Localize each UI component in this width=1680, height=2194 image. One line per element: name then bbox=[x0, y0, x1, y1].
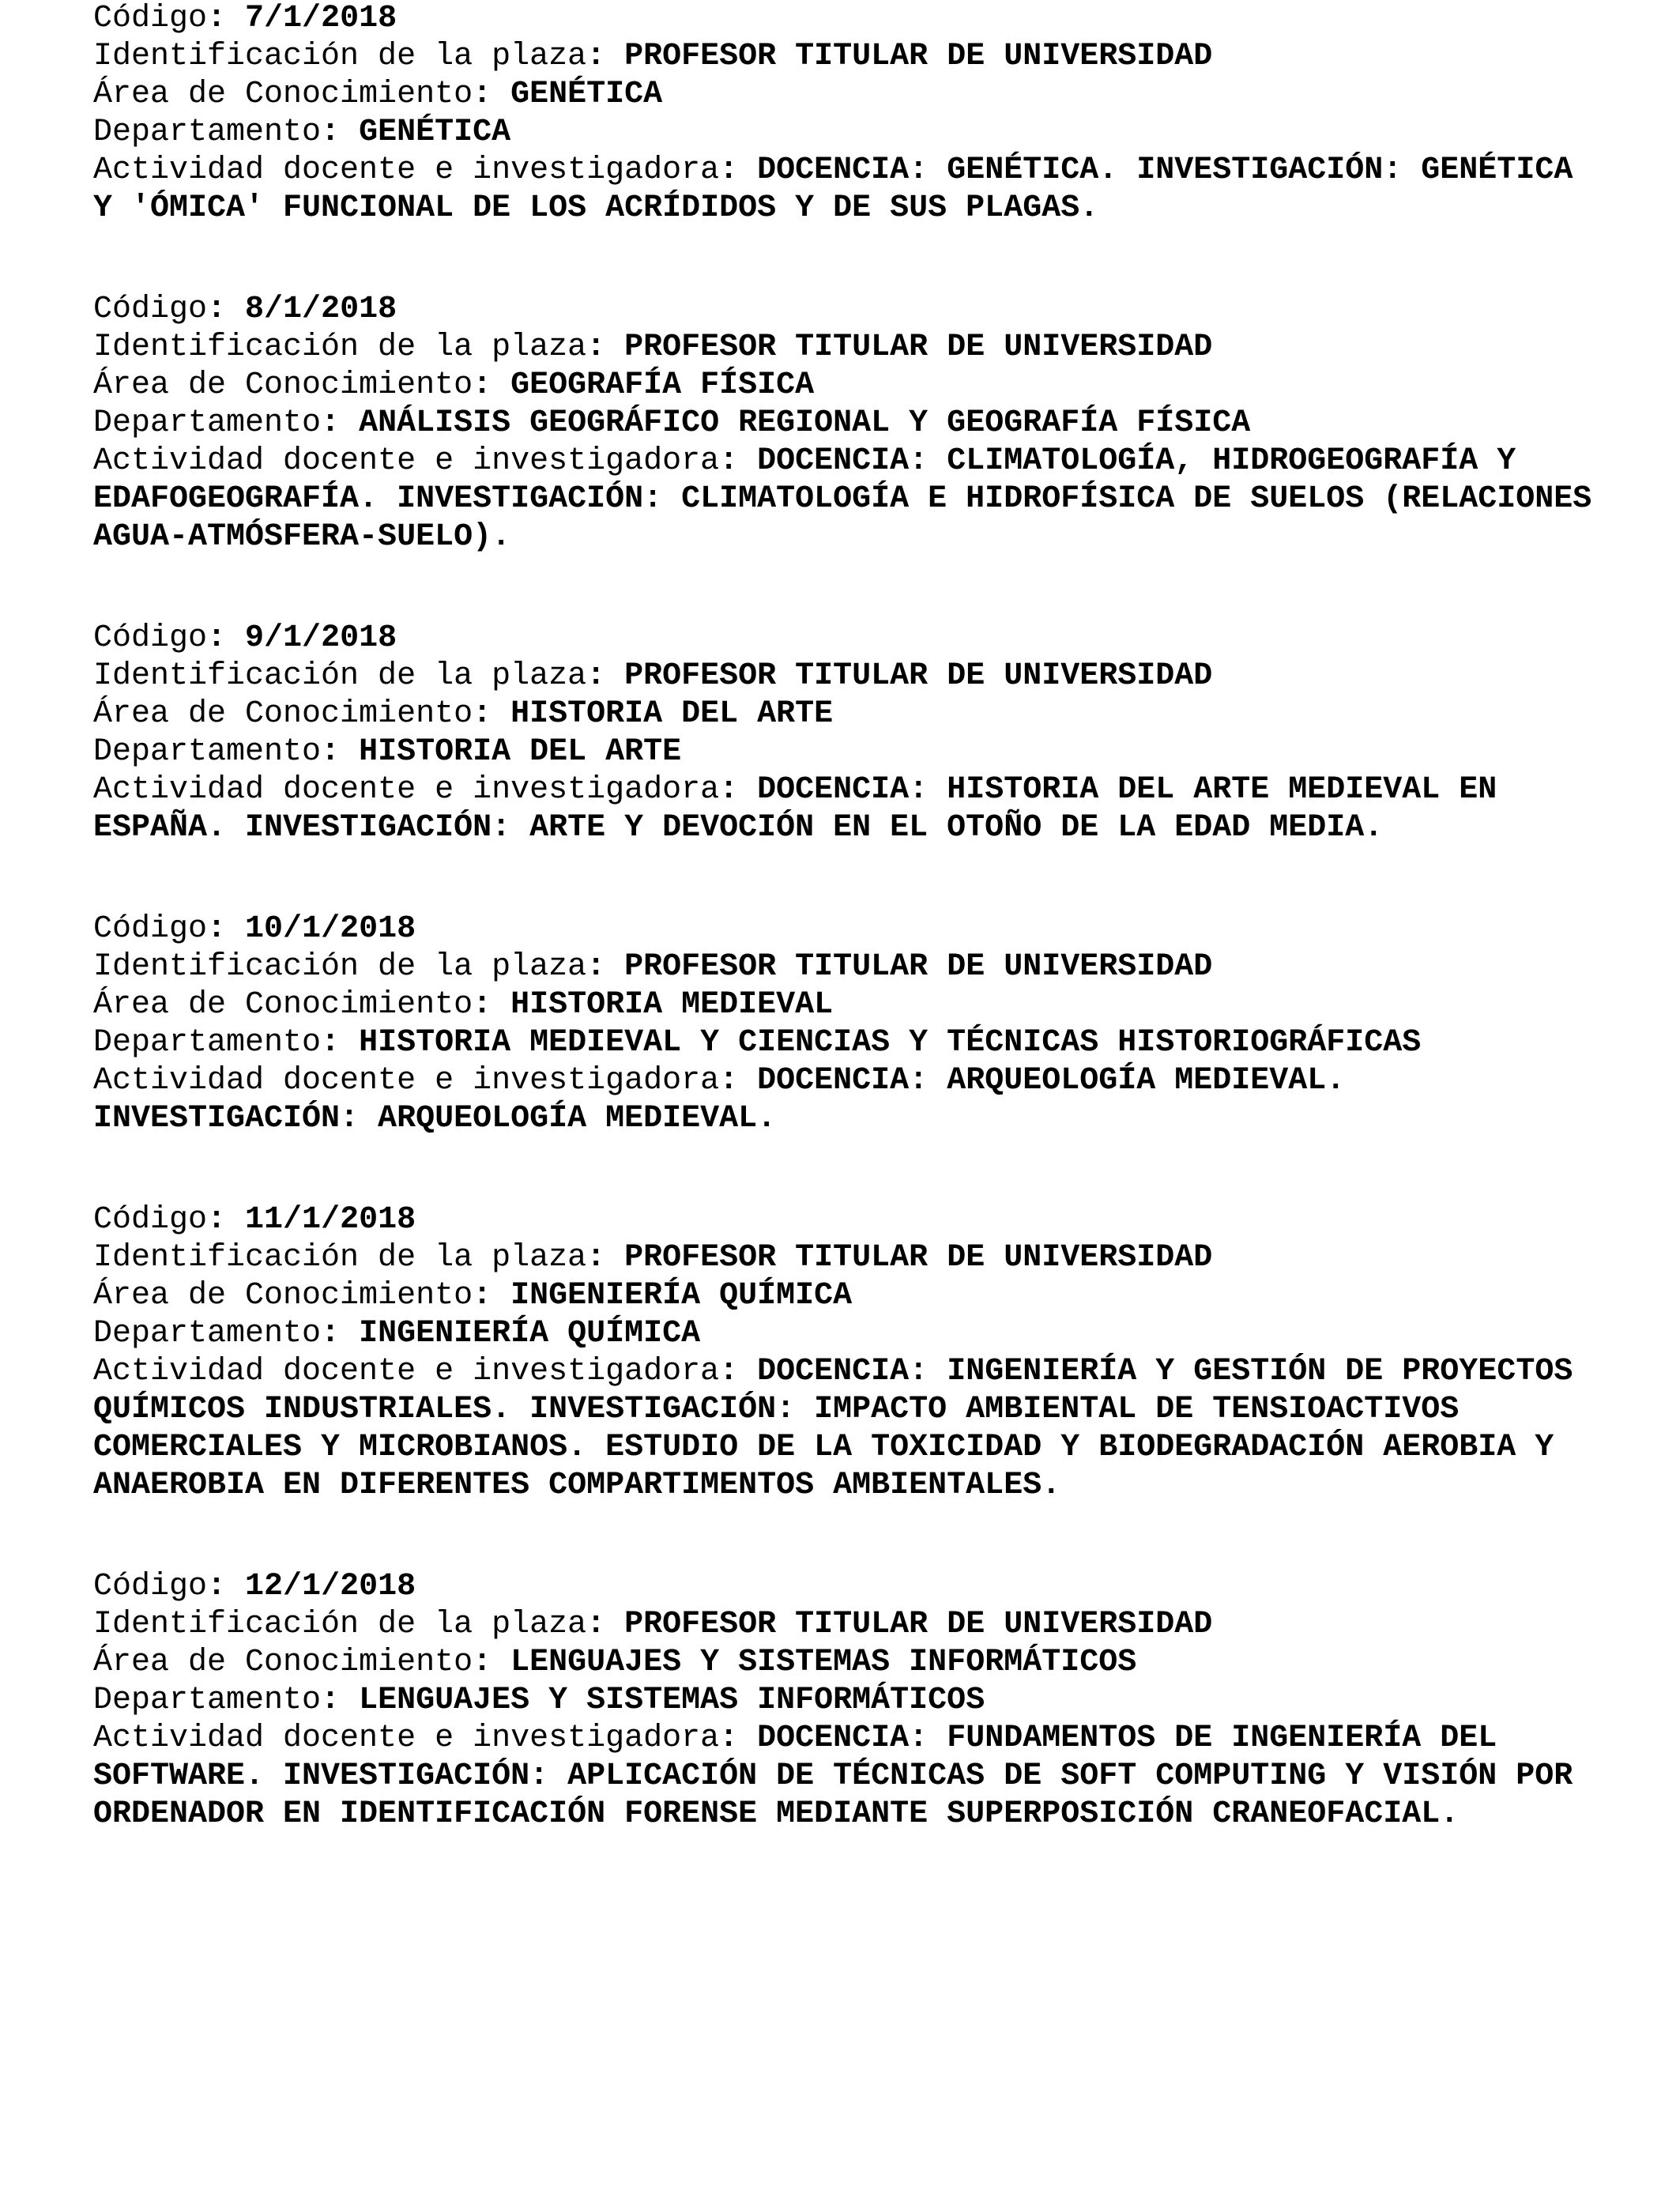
area-label: Área de Conocimiento bbox=[93, 1278, 473, 1314]
area-line: Área de Conocimiento: INGENIERÍA QUÍMICA bbox=[93, 1278, 853, 1314]
document-page bbox=[93, 0, 1666, 1834]
identificacion-value: PROFESOR TITULAR DE UNIVERSIDAD bbox=[624, 1607, 1213, 1642]
departamento-value: LENGUAJES Y SISTEMAS INFORMÁTICOS bbox=[359, 1683, 985, 1718]
area-line: Área de Conocimiento: LENGUAJES Y SISTEMAS INFORMÁTICOS bbox=[93, 1645, 1137, 1680]
actividad-value: DOCENCIA: HISTORIA DEL ARTE MEDIEVAL EN ESPAÑA. INVESTIGACIÓN: ARTE Y DEVOCIÓN EN EL OTOÑO DE LA EDAD MEDIA. bbox=[93, 772, 1497, 846]
area-label: Área de Conocimiento bbox=[93, 696, 473, 732]
codigo-line: Código: 10/1/2018 bbox=[93, 911, 416, 947]
area-value: INGENIERÍA QUÍMICA bbox=[510, 1278, 853, 1314]
actividad-line: Actividad docente e investigadora: DOCENCIA: CLIMATOLOGÍA, HIDROGEOGRAFÍA Y EDAFOGEOGRAFÍA. INVESTIGACIÓN: CLIMATOLOGÍA E HIDROFÍSICA DE SUELOS (RELACIONES AGUA-ATMÓSFERA-SUELO). bbox=[93, 443, 1592, 555]
plaza-entry bbox=[93, 910, 1666, 1138]
codigo-label: Código bbox=[93, 1202, 208, 1238]
codigo-line: Código: 7/1/2018 bbox=[93, 1, 397, 36]
identificacion-value: PROFESOR TITULAR DE UNIVERSIDAD bbox=[624, 330, 1213, 365]
departamento-label: Departamento bbox=[93, 1025, 322, 1061]
codigo-label: Código bbox=[93, 1, 208, 36]
identificacion-value: PROFESOR TITULAR DE UNIVERSIDAD bbox=[624, 1240, 1213, 1276]
area-label: Área de Conocimiento bbox=[93, 1645, 473, 1680]
departamento-line: Departamento: INGENIERÍA QUÍMICA bbox=[93, 1316, 701, 1351]
actividad-value: DOCENCIA: ARQUEOLOGÍA MEDIEVAL. INVESTIGACIÓN: ARQUEOLOGÍA MEDIEVAL. bbox=[93, 1063, 1346, 1137]
codigo-value: 7/1/2018 bbox=[245, 1, 397, 36]
area-label: Área de Conocimiento bbox=[93, 368, 473, 403]
identificacion-line: Identificación de la plaza: PROFESOR TITULAR DE UNIVERSIDAD bbox=[93, 39, 1213, 74]
codigo-value: 12/1/2018 bbox=[245, 1569, 416, 1604]
codigo-value: 10/1/2018 bbox=[245, 911, 416, 947]
departamento-line: Departamento: HISTORIA MEDIEVAL Y CIENCIAS Y TÉCNICAS HISTORIOGRÁFICAS bbox=[93, 1025, 1422, 1061]
area-line: Área de Conocimiento: HISTORIA DEL ARTE bbox=[93, 696, 834, 732]
identificacion-label: Identificación de la plaza bbox=[93, 1607, 587, 1642]
plaza-entry bbox=[93, 1201, 1666, 1505]
area-line: Área de Conocimiento: GENÉTICA bbox=[93, 77, 663, 112]
identificacion-label: Identificación de la plaza bbox=[93, 39, 587, 74]
plaza-entry bbox=[93, 291, 1666, 556]
area-line: Área de Conocimiento: GEOGRAFÍA FÍSICA bbox=[93, 368, 815, 403]
actividad-value: DOCENCIA: FUNDAMENTOS DE INGENIERÍA DEL SOFTWARE. INVESTIGACIÓN: APLICACIÓN DE TÉCNICAS DE SOFT COMPUTING Y VISIÓN POR ORDENADOR EN IDENTIFICACIÓN FORENSE MEDIANTE SUPERPOSICIÓN CRANEOFACIAL. bbox=[93, 1721, 1573, 1832]
departamento-line: Departamento: LENGUAJES Y SISTEMAS INFORMÁTICOS bbox=[93, 1683, 985, 1718]
departamento-line: Departamento: GENÉTICA bbox=[93, 115, 511, 150]
identificacion-label: Identificación de la plaza bbox=[93, 1240, 587, 1276]
departamento-label: Departamento bbox=[93, 1683, 322, 1718]
area-label: Área de Conocimiento bbox=[93, 987, 473, 1023]
plaza-entry bbox=[93, 620, 1666, 847]
actividad-line: Actividad docente e investigadora: DOCENCIA: HISTORIA DEL ARTE MEDIEVAL EN ESPAÑA. INVESTIGACIÓN: ARTE Y DEVOCIÓN EN EL OTOÑO DE LA EDAD MEDIA. bbox=[93, 772, 1497, 846]
actividad-line: Actividad docente e investigadora: DOCENCIA: GENÉTICA. INVESTIGACIÓN: GENÉTICA Y 'ÓMICA' FUNCIONAL DE LOS ACRÍDIDOS Y DE SUS PLAGAS. bbox=[93, 153, 1573, 226]
departamento-value: GENÉTICA bbox=[359, 115, 511, 150]
area-label: Área de Conocimiento bbox=[93, 77, 473, 112]
departamento-line: Departamento: ANÁLISIS GEOGRÁFICO REGIONAL Y GEOGRAFÍA FÍSICA bbox=[93, 405, 1251, 441]
area-value: HISTORIA MEDIEVAL bbox=[510, 987, 834, 1023]
identificacion-line: Identificación de la plaza: PROFESOR TITULAR DE UNIVERSIDAD bbox=[93, 1240, 1213, 1276]
plaza-entry bbox=[93, 1568, 1666, 1834]
departamento-value: ANÁLISIS GEOGRÁFICO REGIONAL Y GEOGRAFÍA FÍSICA bbox=[359, 405, 1251, 441]
actividad-label: Actividad docente e investigadora bbox=[93, 772, 720, 808]
departamento-label: Departamento bbox=[93, 115, 322, 150]
departamento-label: Departamento bbox=[93, 1316, 322, 1351]
actividad-line: Actividad docente e investigadora: DOCENCIA: ARQUEOLOGÍA MEDIEVAL. INVESTIGACIÓN: ARQUEOLOGÍA MEDIEVAL. bbox=[93, 1063, 1346, 1137]
codigo-line: Código: 9/1/2018 bbox=[93, 620, 397, 656]
departamento-value: INGENIERÍA QUÍMICA bbox=[359, 1316, 701, 1351]
actividad-label: Actividad docente e investigadora bbox=[93, 443, 720, 479]
identificacion-line: Identificación de la plaza: PROFESOR TITULAR DE UNIVERSIDAD bbox=[93, 949, 1213, 985]
actividad-line: Actividad docente e investigadora: DOCENCIA: FUNDAMENTOS DE INGENIERÍA DEL SOFTWARE. INVESTIGACIÓN: APLICACIÓN DE TÉCNICAS DE SOFT COMPUTING Y VISIÓN POR ORDENADOR EN IDENTIFICACIÓN FORENSE MEDIANTE SUPERPOSICIÓN CRANEOFACIAL. bbox=[93, 1721, 1573, 1832]
codigo-line: Código: 11/1/2018 bbox=[93, 1202, 416, 1238]
codigo-label: Código bbox=[93, 292, 208, 327]
actividad-label: Actividad docente e investigadora bbox=[93, 1354, 720, 1389]
identificacion-value: PROFESOR TITULAR DE UNIVERSIDAD bbox=[624, 39, 1213, 74]
actividad-label: Actividad docente e investigadora bbox=[93, 153, 720, 188]
area-value: HISTORIA DEL ARTE bbox=[510, 696, 834, 732]
codigo-label: Código bbox=[93, 911, 208, 947]
codigo-line: Código: 8/1/2018 bbox=[93, 292, 397, 327]
area-value: GEOGRAFÍA FÍSICA bbox=[510, 368, 815, 403]
identificacion-label: Identificación de la plaza bbox=[93, 949, 587, 985]
codigo-line: Código: 12/1/2018 bbox=[93, 1569, 416, 1604]
codigo-label: Código bbox=[93, 620, 208, 656]
departamento-value: HISTORIA MEDIEVAL Y CIENCIAS Y TÉCNICAS HISTORIOGRÁFICAS bbox=[359, 1025, 1422, 1061]
codigo-label: Código bbox=[93, 1569, 208, 1604]
actividad-value: DOCENCIA: INGENIERÍA Y GESTIÓN DE PROYECTOS QUÍMICOS INDUSTRIALES. INVESTIGACIÓN: IMPACTO AMBIENTAL DE TENSIOACTIVOS COMERCIALES Y MICROBIANOS. ESTUDIO DE LA TOXICIDAD Y BIODEGRADACIÓN AEROBIA Y ANAEROBIA EN DIFERENTES COMPARTIMENTOS AMBIENTALES. bbox=[93, 1354, 1573, 1503]
area-line: Área de Conocimiento: HISTORIA MEDIEVAL bbox=[93, 987, 834, 1023]
codigo-value: 11/1/2018 bbox=[245, 1202, 416, 1238]
actividad-line: Actividad docente e investigadora: DOCENCIA: INGENIERÍA Y GESTIÓN DE PROYECTOS QUÍMICOS INDUSTRIALES. INVESTIGACIÓN: IMPACTO AMBIENTAL DE TENSIOACTIVOS COMERCIALES Y MICROBIANOS. ESTUDIO DE LA TOXICIDAD Y BIODEGRADACIÓN AEROBIA Y ANAEROBIA EN DIFERENTES COMPARTIMENTOS AMBIENTALES. bbox=[93, 1354, 1573, 1503]
identificacion-line: Identificación de la plaza: PROFESOR TITULAR DE UNIVERSIDAD bbox=[93, 1607, 1213, 1642]
departamento-label: Departamento bbox=[93, 405, 322, 441]
identificacion-label: Identificación de la plaza bbox=[93, 330, 587, 365]
codigo-value: 8/1/2018 bbox=[245, 292, 397, 327]
departamento-label: Departamento bbox=[93, 734, 322, 770]
codigo-value: 9/1/2018 bbox=[245, 620, 397, 656]
identificacion-label: Identificación de la plaza bbox=[93, 658, 587, 694]
actividad-value: DOCENCIA: GENÉTICA. INVESTIGACIÓN: GENÉTICA Y 'ÓMICA' FUNCIONAL DE LOS ACRÍDIDOS Y DE SUS PLAGAS. bbox=[93, 153, 1573, 226]
actividad-value: DOCENCIA: CLIMATOLOGÍA, HIDROGEOGRAFÍA Y EDAFOGEOGRAFÍA. INVESTIGACIÓN: CLIMATOLOGÍA E HIDROFÍSICA DE SUELOS (RELACIONES AGUA-ATMÓSFERA-SUELO). bbox=[93, 443, 1592, 555]
identificacion-value: PROFESOR TITULAR DE UNIVERSIDAD bbox=[624, 658, 1213, 694]
identificacion-line: Identificación de la plaza: PROFESOR TITULAR DE UNIVERSIDAD bbox=[93, 330, 1213, 365]
plaza-entry bbox=[93, 0, 1666, 228]
identificacion-line: Identificación de la plaza: PROFESOR TITULAR DE UNIVERSIDAD bbox=[93, 658, 1213, 694]
departamento-line: Departamento: HISTORIA DEL ARTE bbox=[93, 734, 682, 770]
area-value: GENÉTICA bbox=[510, 77, 663, 112]
departamento-value: HISTORIA DEL ARTE bbox=[359, 734, 682, 770]
identificacion-value: PROFESOR TITULAR DE UNIVERSIDAD bbox=[624, 949, 1213, 985]
actividad-label: Actividad docente e investigadora bbox=[93, 1063, 720, 1099]
area-value: LENGUAJES Y SISTEMAS INFORMÁTICOS bbox=[510, 1645, 1137, 1680]
actividad-label: Actividad docente e investigadora bbox=[93, 1721, 720, 1756]
